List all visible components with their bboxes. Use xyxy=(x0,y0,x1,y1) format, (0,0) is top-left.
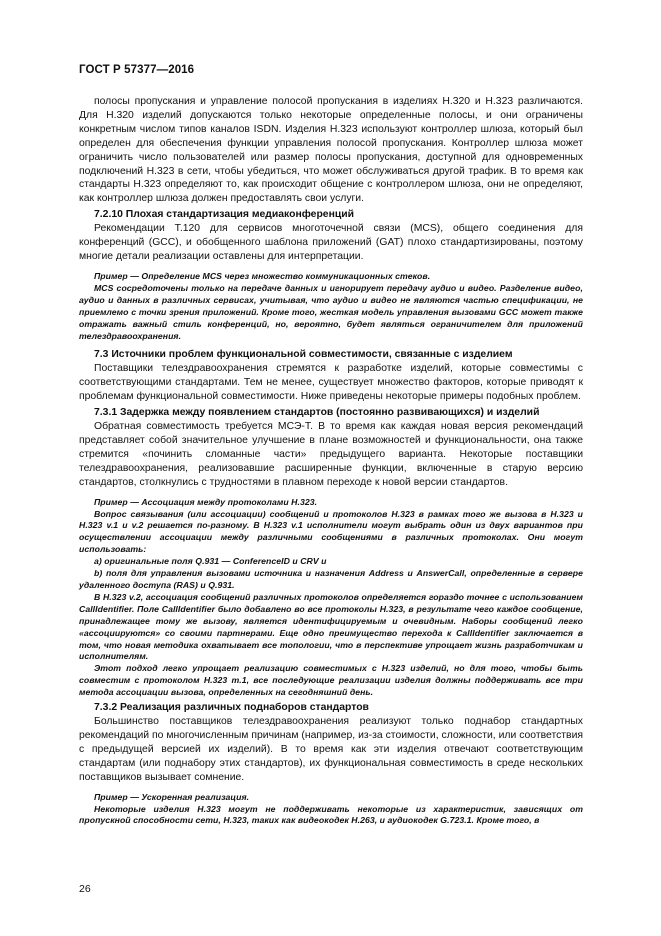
body-paragraph: Большинство поставщиков телездравоохранения реализуют только поднабор стандартных рекомендаций по многочисленным причинам (например, из-за стоимости, сложности, или соответствия с предыдущей версией их изделий). В то время как эти изделия отвечают соответствующим стандартам (или поднабору этих стандартов), их функциональная совместимость в среде нескольких поставщиков вызывает сомнение. xyxy=(79,716,583,783)
subsection-heading: 7.3.2 Реализация различных поднаборов стандартов xyxy=(94,702,369,714)
example-paragraph: a) оригинальные поля Q.931 — ConferenceID и CRV и xyxy=(94,556,327,567)
example-paragraph: Некоторые изделия H.323 могут не поддерживать некоторые из характеристик, зависящих от пропускной способности сети, H.323, таких как видеокодек H.263, и аудиокодек G.723.1. Кроме того, в xyxy=(79,803,583,826)
subsection-heading: 7.3.1 Задержка между появлением стандартов (постоянно развивающихся) и изделий xyxy=(94,407,540,419)
example-paragraph: Этот подход легко упрощает реализацию совместимых с H.323 изделий, но для того, чтобы быть совместим с протоколом H.323 m.1, все последующие реализации изделия должны поддерживать все три метода ассоциации вызова, определенных на сегодняшний день. xyxy=(79,663,583,698)
example-paragraph: Пример — Определение MCS через множество коммуникационных стеков. xyxy=(94,270,431,281)
example-paragraph: В H.323 v.2, ассоциация сообщений различных протоколов определяется гораздо точнее с использованием CallIdentifier. Поле CallIdentifier было добавлено во все протоколы H.323, в результате чего каждое сообщение, принадлежащее тому же вызову, является идентифицируемым и очевидным. Наборы сообщений легко «ассоциируются» со своими партнерами. Еще одно преимущество перехода к CallIdentifier заключается в том, что новая методика охватывает все топологии, что в перспективе упрощает жизнь разработчикам и исполнителям. xyxy=(79,591,583,662)
body-paragraph: Рекомендации T.120 для сервисов многоточечной связи (MCS), общего соединения для конференций (GCC), и обобщенного шаблона приложений (GAT) плохо стандартизированы, поэтому многие детали реализации оставлены для интерпретации. xyxy=(79,223,583,263)
document-header: ГОСТ Р 57377—2016 xyxy=(79,64,195,76)
body-paragraph: Поставщики телездравоохранения стремятся к разработке изделий, которые совместимы с соответствующими стандартами. Тем не менее, существует множество факторов, которые приводят к проблемам функциональной совместимости. Ниже приведены некоторые примеры подобных проблем. xyxy=(79,363,583,403)
example-paragraph: Пример — Ускоренная реализация. xyxy=(94,791,250,802)
example-paragraph: MCS сосредоточены только на передаче данных и игнорирует передачу аудио и видео. Разделение видео, аудио и данных в различных сервисах, учитывая, что аудио и видео не являются частью спецификации, не приемлемо с точки зрения приложений. Кроме того, жесткая модель управления вызовами GCC может также отражать важный стиль конференций, но, вероятно, будет являться ограничителем для приложений телездравоохранения. xyxy=(79,282,583,341)
page-number: 26 xyxy=(79,883,91,895)
body-paragraph: Обратная совместимость требуется МСЭ-Т. В то время как каждая новая версия рекомендаций представляет собой значительное улучшение в плане возможностей и функциональности, она также стремится «починить сломанные части» предыдущего варианта. Некоторые поставщики телездравоохранения, реализовавшие расширенные функции, включенные в старую версию стандартов, столкнулись с трудностями в плавном переходе к новой версии стандартов. xyxy=(79,421,583,488)
example-paragraph: Вопрос связывания (или ассоциации) сообщений и протоколов H.323 в рамках того же вызова в H.323 и H.323 v.1 и v.2 решается по-разному. В H.323 v.1 исполнители могут выбрать один из двух вариантов при осуществлении ассоциации между различными сообщениями в различных протоколах. Они могут использовать: xyxy=(79,508,583,555)
example-paragraph: Пример — Ассоциация между протоколами H.323. xyxy=(94,496,318,507)
section-heading: 7.3 Источники проблем функциональной совместимости, связанные с изделием xyxy=(94,349,513,361)
body-paragraph: полосы пропускания и управление полосой пропускания в изделиях H.320 и H.323 различаются. Для H.320 изделий допускаются только некоторые определенные полосы, и они ограничены конкретным числом типов каналов ISDN. Изделия H.323 используют контроллер шлюза, который был определен для обеспечения функции управления полосой пропускания. Контроллер шлюза может ограничить число пользователей или размер полосы пропускания, доступной для одновременных подключений H.323 в сети, чтобы убедиться, что может обслуживаться другой трафик. В то время как стандарты H.323 определяют то, как происходит общение с контроллером шлюза, они не определяют, как контроллер шлюза должен предоставлять свои услуги. xyxy=(79,96,583,205)
example-paragraph: b) поля для управления вызовами источника и назначения Address и AnswerCall, определенные в сервере удаленного доступа (RAS) и Q.931. xyxy=(79,568,583,590)
document-body xyxy=(79,95,583,827)
subsection-heading: 7.2.10 Плохая стандартизация медиаконференций xyxy=(94,209,355,221)
